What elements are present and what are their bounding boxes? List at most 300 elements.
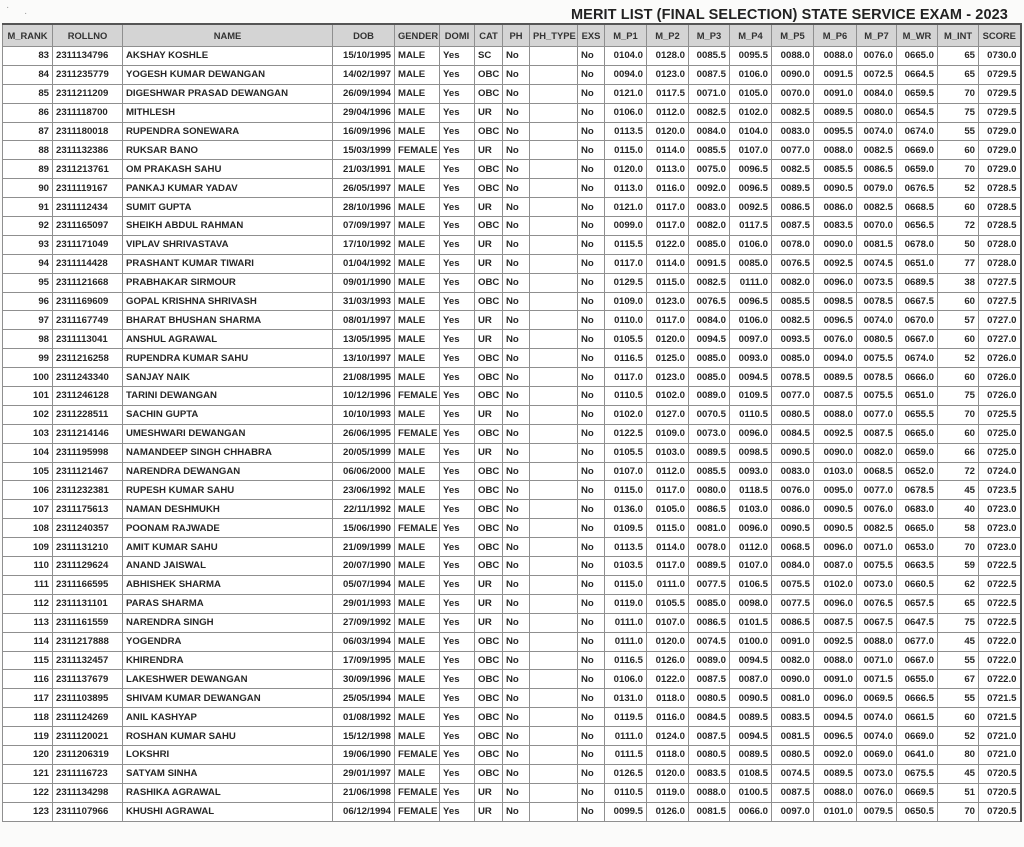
cell-m-p1: 0131.0 [605,689,647,708]
cell-m-p3: 0073.0 [689,424,730,443]
cell-m-p4: 0107.0 [730,557,772,576]
cell-m-p6: 0088.0 [814,405,857,424]
cell-dob: 17/10/1992 [333,235,395,254]
cell-score: 0720.5 [979,802,1021,821]
cell-dob: 13/10/1997 [333,349,395,368]
cell-ph-type [530,575,578,594]
cell-m-int: 60 [938,708,979,727]
cell-exs: No [578,632,605,651]
cell-gender: FEMALE [395,424,440,443]
cell-m-wr: 0678.5 [897,481,938,500]
cell-m-p6: 0088.0 [814,651,857,670]
cell-dob: 23/06/1992 [333,481,395,500]
cell-rollno: 2311112434 [53,198,123,217]
cell-m-rank: 107 [3,500,53,519]
cell-m-int: 75 [938,387,979,406]
cell-m-rank: 119 [3,727,53,746]
cell-m-wr: 0656.5 [897,217,938,236]
cell-m-p5: 0082.0 [772,651,814,670]
cell-exs: No [578,179,605,198]
cell-m-p6: 0096.5 [814,311,857,330]
cell-m-p7: 0069.0 [857,745,897,764]
cell-name: SATYAM SINHA [123,764,333,783]
cell-m-p2: 0115.0 [647,519,689,538]
cell-ph-type [530,632,578,651]
cell-exs: No [578,708,605,727]
cell-ph: No [503,594,530,613]
cell-exs: No [578,519,605,538]
cell-m-p7: 0076.0 [857,47,897,66]
cell-m-p4: 0102.0 [730,103,772,122]
cell-ph-type [530,330,578,349]
cell-m-int: 55 [938,689,979,708]
cell-m-p4: 0109.5 [730,387,772,406]
cell-m-int: 58 [938,519,979,538]
cell-m-p7: 0069.5 [857,689,897,708]
cell-dob: 06/06/2000 [333,462,395,481]
cell-ph: No [503,292,530,311]
cell-m-wr: 0667.0 [897,330,938,349]
cell-ph-type [530,311,578,330]
cell-name: NARENDRA DEWANGAN [123,462,333,481]
cell-m-p5: 0082.5 [772,103,814,122]
cell-m-p7: 0082.5 [857,141,897,160]
cell-m-rank: 89 [3,160,53,179]
cell-m-int: 60 [938,368,979,387]
cell-exs: No [578,217,605,236]
table-row [3,292,1021,311]
cell-name: YOGESH KUMAR DEWANGAN [123,65,333,84]
cell-rollno: 2311206319 [53,745,123,764]
cell-m-p6: 0091.0 [814,670,857,689]
cell-cat: OBC [475,689,503,708]
cell-m-rank: 96 [3,292,53,311]
cell-gender: FEMALE [395,519,440,538]
cell-m-wr: 0659.0 [897,443,938,462]
cell-ph: No [503,330,530,349]
cell-m-p5: 0068.5 [772,538,814,557]
cell-domi: Yes [440,651,475,670]
cell-cat: UR [475,613,503,632]
cell-m-p1: 0121.0 [605,198,647,217]
cell-ph: No [503,217,530,236]
cell-score: 0729.0 [979,141,1021,160]
cell-m-p7: 0078.5 [857,292,897,311]
table-row [3,575,1021,594]
cell-rollno: 2311169609 [53,292,123,311]
cell-dob: 25/05/1994 [333,689,395,708]
table-body [3,47,1021,822]
cell-name: NARENDRA SINGH [123,613,333,632]
cell-m-p2: 0111.0 [647,575,689,594]
cell-score: 0728.0 [979,254,1021,273]
cell-m-p5: 0090.0 [772,670,814,689]
cell-m-p4: 0096.0 [730,519,772,538]
cell-m-p5: 0084.5 [772,424,814,443]
table-row [3,462,1021,481]
cell-rollno: 2311132386 [53,141,123,160]
cell-m-p2: 0126.0 [647,802,689,821]
cell-m-p2: 0117.0 [647,557,689,576]
cell-m-p5: 0070.0 [772,84,814,103]
cell-m-p3: 0084.0 [689,311,730,330]
cell-m-p2: 0126.0 [647,651,689,670]
cell-m-p1: 0106.0 [605,103,647,122]
cell-m-rank: 101 [3,387,53,406]
cell-domi: Yes [440,198,475,217]
cell-m-wr: 0674.0 [897,349,938,368]
cell-m-p2: 0120.0 [647,764,689,783]
cell-name: ROSHAN KUMAR SAHU [123,727,333,746]
cell-rollno: 2311134796 [53,47,123,66]
cell-gender: MALE [395,670,440,689]
cell-m-p7: 0073.0 [857,575,897,594]
cell-ph: No [503,500,530,519]
cell-score: 0725.0 [979,424,1021,443]
column-header-rollno: ROLLNO [53,24,123,47]
cell-ph-type [530,198,578,217]
cell-score: 0720.5 [979,764,1021,783]
cell-exs: No [578,802,605,821]
cell-dob: 09/01/1990 [333,273,395,292]
cell-dob: 19/06/1990 [333,745,395,764]
column-header-ph-type: PH_TYPE [530,24,578,47]
cell-m-wr: 0641.0 [897,745,938,764]
cell-name: PARAS SHARMA [123,594,333,613]
cell-m-p5: 0090.5 [772,443,814,462]
cell-cat: OBC [475,424,503,443]
cell-domi: Yes [440,500,475,519]
cell-name: OM PRAKASH SAHU [123,160,333,179]
cell-m-int: 45 [938,764,979,783]
cell-m-p1: 0115.0 [605,141,647,160]
cell-m-p5: 0085.0 [772,349,814,368]
cell-m-p2: 0103.0 [647,443,689,462]
cell-m-p4: 0103.0 [730,500,772,519]
cell-rollno: 2311113041 [53,330,123,349]
cell-m-p1: 0121.0 [605,84,647,103]
cell-ph-type [530,47,578,66]
cell-domi: Yes [440,405,475,424]
cell-m-p7: 0073.0 [857,764,897,783]
cell-m-p4: 0094.5 [730,651,772,670]
cell-m-p6: 0089.5 [814,368,857,387]
cell-m-p5: 0083.0 [772,462,814,481]
cell-domi: Yes [440,424,475,443]
cell-rollno: 2311166595 [53,575,123,594]
cell-m-wr: 0676.5 [897,179,938,198]
cell-m-p4: 0106.0 [730,311,772,330]
cell-ph-type [530,235,578,254]
cell-m-p7: 0088.0 [857,632,897,651]
cell-m-rank: 120 [3,745,53,764]
cell-ph-type [530,727,578,746]
cell-m-p6: 0076.0 [814,330,857,349]
cell-m-p3: 0089.5 [689,443,730,462]
cell-m-p2: 0118.0 [647,745,689,764]
cell-cat: OBC [475,462,503,481]
cell-dob: 10/10/1993 [333,405,395,424]
cell-m-p4: 0096.5 [730,160,772,179]
cell-m-p6: 0095.0 [814,481,857,500]
cell-m-p4: 0089.5 [730,708,772,727]
cell-m-p1: 0115.0 [605,575,647,594]
cell-m-p3: 0087.5 [689,65,730,84]
table-row [3,368,1021,387]
cell-m-p7: 0074.0 [857,122,897,141]
cell-m-p5: 0082.0 [772,273,814,292]
scan-speck: · [24,8,28,19]
cell-m-p4: 0093.0 [730,349,772,368]
cell-ph-type [530,708,578,727]
cell-score: 0722.5 [979,613,1021,632]
cell-m-p6: 0103.0 [814,462,857,481]
cell-gender: MALE [395,292,440,311]
cell-ph: No [503,424,530,443]
column-header-m-p1: M_P1 [605,24,647,47]
cell-m-p7: 0068.5 [857,462,897,481]
cell-cat: OBC [475,481,503,500]
cell-gender: MALE [395,651,440,670]
cell-ph-type [530,122,578,141]
cell-exs: No [578,689,605,708]
cell-cat: OBC [475,538,503,557]
cell-m-p6: 0085.5 [814,160,857,179]
cell-m-p1: 0129.5 [605,273,647,292]
cell-ph: No [503,84,530,103]
cell-m-p6: 0096.5 [814,727,857,746]
cell-ph: No [503,179,530,198]
cell-cat: OBC [475,122,503,141]
cell-score: 0723.0 [979,500,1021,519]
cell-domi: Yes [440,689,475,708]
cell-m-wr: 0668.5 [897,198,938,217]
cell-m-p6: 0089.5 [814,764,857,783]
cell-m-p3: 0084.0 [689,122,730,141]
cell-m-p2: 0105.5 [647,594,689,613]
cell-cat: UR [475,141,503,160]
cell-cat: OBC [475,368,503,387]
cell-domi: Yes [440,141,475,160]
cell-m-p2: 0116.0 [647,179,689,198]
cell-rollno: 2311131210 [53,538,123,557]
cell-m-p6: 0090.0 [814,235,857,254]
cell-exs: No [578,538,605,557]
table-row [3,47,1021,66]
cell-ph-type [530,141,578,160]
cell-m-p2: 0114.0 [647,141,689,160]
cell-m-int: 80 [938,745,979,764]
cell-m-int: 50 [938,235,979,254]
table-row [3,160,1021,179]
cell-m-p5: 0080.5 [772,745,814,764]
cell-domi: Yes [440,745,475,764]
cell-cat: UR [475,311,503,330]
cell-m-int: 57 [938,311,979,330]
cell-dob: 21/08/1995 [333,368,395,387]
cell-cat: UR [475,198,503,217]
cell-cat: OBC [475,84,503,103]
cell-domi: Yes [440,764,475,783]
cell-ph-type [530,500,578,519]
cell-gender: MALE [395,500,440,519]
cell-m-wr: 0666.5 [897,689,938,708]
cell-m-int: 55 [938,122,979,141]
cell-rollno: 2311213761 [53,160,123,179]
table-row [3,387,1021,406]
cell-exs: No [578,47,605,66]
cell-domi: Yes [440,330,475,349]
cell-rollno: 2311243340 [53,368,123,387]
cell-m-p4: 0094.5 [730,368,772,387]
cell-m-int: 70 [938,538,979,557]
cell-m-p2: 0117.5 [647,84,689,103]
cell-m-p6: 0096.0 [814,538,857,557]
cell-rollno: 2311240357 [53,519,123,538]
cell-m-p2: 0115.0 [647,273,689,292]
cell-rollno: 2311134298 [53,783,123,802]
cell-name: RUPENDRA SONEWARA [123,122,333,141]
cell-m-rank: 118 [3,708,53,727]
cell-m-p1: 0103.5 [605,557,647,576]
cell-m-p5: 0078.5 [772,368,814,387]
cell-m-p2: 0102.0 [647,387,689,406]
cell-dob: 10/12/1996 [333,387,395,406]
column-header-m-p4: M_P4 [730,24,772,47]
cell-gender: MALE [395,613,440,632]
cell-score: 0724.0 [979,462,1021,481]
cell-m-p3: 0085.0 [689,368,730,387]
cell-m-int: 55 [938,651,979,670]
cell-score: 0723.0 [979,519,1021,538]
cell-gender: MALE [395,160,440,179]
cell-m-p3: 0081.5 [689,802,730,821]
cell-m-p4: 0096.5 [730,292,772,311]
cell-ph: No [503,727,530,746]
cell-name: NAMANDEEP SINGH CHHABRA [123,443,333,462]
cell-m-p3: 0085.0 [689,235,730,254]
cell-m-int: 60 [938,198,979,217]
cell-ph: No [503,538,530,557]
cell-m-p4: 0098.0 [730,594,772,613]
cell-m-p4: 0098.5 [730,443,772,462]
cell-cat: OBC [475,727,503,746]
cell-m-p1: 0116.5 [605,349,647,368]
cell-score: 0720.5 [979,783,1021,802]
table-row [3,65,1021,84]
cell-m-p4: 0105.0 [730,84,772,103]
cell-domi: Yes [440,254,475,273]
cell-m-p5: 0082.5 [772,311,814,330]
cell-m-p7: 0075.5 [857,387,897,406]
cell-ph-type [530,538,578,557]
cell-m-rank: 112 [3,594,53,613]
cell-m-p3: 0070.5 [689,405,730,424]
cell-m-p3: 0078.0 [689,538,730,557]
cell-m-p1: 0107.0 [605,462,647,481]
cell-gender: FEMALE [395,387,440,406]
cell-m-p1: 0113.5 [605,538,647,557]
cell-m-p1: 0106.0 [605,670,647,689]
cell-m-p1: 0105.5 [605,443,647,462]
cell-m-p1: 0111.0 [605,727,647,746]
cell-m-p2: 0120.0 [647,632,689,651]
cell-rollno: 2311118700 [53,103,123,122]
cell-m-p4: 0118.5 [730,481,772,500]
cell-exs: No [578,727,605,746]
cell-m-p4: 0085.0 [730,254,772,273]
cell-m-p3: 0089.0 [689,651,730,670]
cell-m-p2: 0117.0 [647,481,689,500]
cell-m-p5: 0097.0 [772,802,814,821]
table-row [3,670,1021,689]
cell-m-p4: 0066.0 [730,802,772,821]
cell-exs: No [578,254,605,273]
cell-m-rank: 108 [3,519,53,538]
cell-rollno: 2311121467 [53,462,123,481]
table-row [3,594,1021,613]
cell-m-p2: 0123.0 [647,292,689,311]
cell-m-p2: 0109.0 [647,424,689,443]
cell-domi: Yes [440,557,475,576]
cell-m-int: 77 [938,254,979,273]
cell-m-p1: 0119.5 [605,708,647,727]
cell-m-p6: 0090.5 [814,519,857,538]
cell-m-p2: 0119.0 [647,783,689,802]
cell-m-p3: 0087.5 [689,727,730,746]
cell-rollno: 2311103895 [53,689,123,708]
cell-m-p3: 0080.5 [689,689,730,708]
cell-gender: MALE [395,330,440,349]
cell-m-wr: 0669.0 [897,727,938,746]
cell-domi: Yes [440,462,475,481]
cell-m-p3: 0084.5 [689,708,730,727]
cell-dob: 05/07/1994 [333,575,395,594]
column-header-m-rank: M_RANK [3,24,53,47]
cell-m-p4: 0100.0 [730,632,772,651]
cell-m-p7: 0078.5 [857,368,897,387]
cell-score: 0729.0 [979,160,1021,179]
cell-rollno: 2311131101 [53,594,123,613]
cell-m-p3: 0083.5 [689,764,730,783]
table-row [3,122,1021,141]
cell-m-p1: 0109.5 [605,519,647,538]
cell-cat: UR [475,783,503,802]
cell-m-wr: 0651.0 [897,387,938,406]
table-row [3,764,1021,783]
cell-m-p7: 0079.5 [857,802,897,821]
cell-ph: No [503,745,530,764]
cell-m-p5: 0082.5 [772,160,814,179]
cell-dob: 15/12/1998 [333,727,395,746]
cell-exs: No [578,405,605,424]
cell-m-p4: 0101.5 [730,613,772,632]
cell-rollno: 2311116723 [53,764,123,783]
cell-m-wr: 0664.5 [897,65,938,84]
cell-domi: Yes [440,594,475,613]
cell-m-p2: 0125.0 [647,349,689,368]
cell-gender: MALE [395,368,440,387]
cell-dob: 14/02/1997 [333,65,395,84]
cell-cat: OBC [475,708,503,727]
cell-m-p5: 0080.5 [772,405,814,424]
cell-cat: OBC [475,764,503,783]
cell-domi: Yes [440,443,475,462]
cell-m-p5: 0081.5 [772,727,814,746]
cell-ph-type [530,292,578,311]
cell-m-p6: 0096.0 [814,689,857,708]
cell-m-p3: 0082.5 [689,273,730,292]
